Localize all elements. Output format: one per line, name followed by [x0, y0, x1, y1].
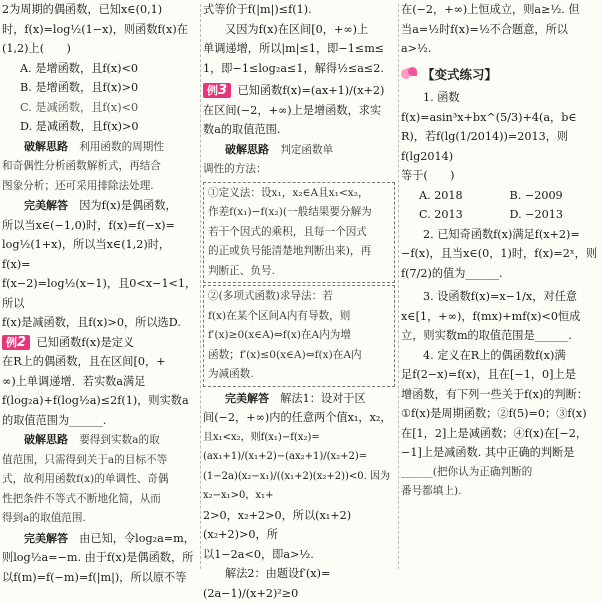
solution-text: (1−2a)(x₂−x₁)/((x₁+2)(x₂+2))<0. 因为x₂−x₁>0，x₁+: [203, 470, 391, 501]
approach-1: [2, 137, 198, 158]
question-2-line: −f(x)，且当x∈(0，1)时，f(x)=2ˣ，则: [401, 247, 598, 260]
example-3: [203, 81, 395, 101]
intro-line: 时，f(x)=log½(1−x)，则函数f(x)在: [2, 22, 188, 36]
column-divider: [200, 4, 201, 569]
approach-text: 值范围，只需得到关于a的目标不等: [2, 453, 168, 466]
derivative-method-box: ②(多项式函数)求导法：若 f(x)在某个区间A内有导数，则 f′(x)≥0(x∈A)⇔f(x)在A内为增 函数；f′(x)≤0(x∈A)⇔f(x)在A内 为减函数.: [203, 285, 395, 387]
solution-text: 由已知，令log₂a=m，: [79, 531, 195, 545]
approach-text: 利用函数的周期性: [79, 140, 164, 153]
intro-line: 2为周期的偶函数，已知x∈(0,1): [2, 3, 163, 16]
question-1-options: [401, 205, 600, 225]
option-b: B. −2009: [509, 188, 563, 202]
option-a: A. 2018: [419, 188, 463, 202]
option-c: C. 2013: [419, 208, 463, 221]
solution-text: 解法1：设对于区: [280, 391, 366, 405]
solution-1: [2, 196, 198, 216]
question-4: 4. 定义在R上的偶函数f(x)满: [423, 348, 566, 362]
solution-text: 在(−2，+∞)上恒成立，则a≥½. 但: [401, 3, 580, 16]
column-divider: [398, 4, 399, 569]
question-3: 3. 设函数f(x)=x−1/x，对任意: [423, 290, 577, 303]
question-4-line: 足f(2−x)=f(x)，且在[−1，0]上是: [401, 368, 576, 381]
column-2: [203, 0, 395, 600]
column-3: [401, 0, 600, 573]
example-2: [2, 333, 198, 353]
solution-text: f(x)是减函数，且f(x)>0，所以选D.: [2, 316, 181, 329]
butterfly-icon: [401, 67, 419, 81]
solution-text: 解法2：由题设f′(x)=(2a−1)/(x+2)²≥0: [203, 567, 331, 600]
solution-text: 间(−2，+∞)内的任意两个值x₁，x₂，: [203, 411, 392, 424]
solution-text: 单调递增，所以|m|≤1，即−1≤m≤: [203, 42, 385, 55]
solution-text: 且x₁<x₂，则f(x₁)−f(x₂)=(ax₁+1)/(x₁+2)−(ax₂+1)/(x₂+2)=: [203, 431, 368, 462]
solution-title: 完美解答: [225, 391, 269, 405]
example-text: ∞)上单调递增．若实数a满足: [2, 374, 146, 388]
approach-title: 破解思路: [225, 142, 269, 156]
option-a: A. 是增函数，且f(x)<0: [20, 61, 138, 75]
approach-2: [2, 430, 198, 451]
example-badge: 例2: [2, 335, 30, 350]
intro-line: (1,2)上( ): [2, 42, 71, 55]
approach-text: 性把条件不等式不断地化简，从而: [2, 492, 161, 505]
solution-text: 当a=½时f(x)=½不合题意，所以: [401, 22, 568, 36]
example-text: 在R上的偶函数，且在区间[0，+: [2, 355, 166, 368]
approach-text: 要得到实数a的取: [79, 434, 160, 446]
solution-title: 完美解答: [24, 199, 68, 212]
solution-text: log½(1+x)，所以当x∈(1,2)时，f(x)=: [2, 238, 171, 271]
question-4-line: 增函数，有下列一些关于f(x)的判断：: [401, 387, 588, 401]
example-text: 的取值范围为______.: [2, 413, 107, 427]
option-b: B. 是增函数，且f(x)>0: [20, 81, 139, 94]
option-c: C. 是减函数，且f(x)<0: [20, 100, 139, 114]
approach-text: 图象分析；还可采用排除法处理.: [2, 179, 154, 192]
approach-text: 和奇偶性分析函数解析式，再结合: [2, 160, 161, 172]
question-4-line: −1]上是减函数. 其中正确的判断是: [401, 446, 575, 459]
column-1: [2, 0, 198, 584]
question-4-line: ①f(x)是周期函数；②f(5)=0；③f(x): [401, 407, 587, 420]
example-text: f(log₂a)+f(log½a)≤2f(1)，则实数a: [2, 394, 189, 407]
question-1-options: [401, 186, 600, 206]
approach-title: 破解思路: [24, 139, 68, 153]
solution-text: 因为f(x)是偶函数，: [79, 199, 177, 212]
option-d: D. 是减函数，且f(x)>0: [20, 120, 139, 133]
question-3-line: 立，则实数m的取值范围是______.: [401, 329, 572, 342]
solution-text: 则log½a=−m. 由于f(x)是偶函数，所: [2, 551, 194, 564]
question-4-line: ______(把你认为正确判断的: [401, 465, 533, 478]
solution-text: 又因为f(x)在区间[0，+∞)上: [225, 22, 369, 36]
solution-text: 1，即−1≤log₂a≤1，解得½≤a≤2.: [203, 61, 384, 75]
solution-text: 2>0，x₂+2>0，所以(x₁+2)(x₂+2)>0，所: [203, 508, 352, 541]
solution-text: 以1−2a<0，即a>½.: [203, 547, 314, 561]
solution-text: 以f(m)=f(−m)=f(|m|)，所以原不等: [2, 570, 187, 584]
example-text: 已知函数f(x)=(ax+1)/(x+2): [237, 84, 385, 97]
approach-text: 判定函数单: [280, 143, 334, 156]
question-4-line: 在[1，2]上是减函数；④f(x)在[−2，: [401, 426, 588, 440]
option-d: D. −2013: [509, 208, 564, 221]
question-1-line: R)，若f(lg(1/2014))=2013，则f(lg2014): [401, 130, 569, 163]
solution-text: f(x−2)=log½(x−1)，且0<x−1<1，所以: [2, 277, 197, 310]
approach-text: 得到a的取值范围.: [2, 512, 86, 524]
example-text: 在区间(−2，+∞)上是增函数，求实: [203, 103, 382, 117]
approach-text: 调性的方法：: [203, 163, 267, 175]
solution-text: 式等价于f(|m|)≤f(1).: [203, 3, 312, 16]
definition-method-box: ①定义法：设x₁，x₂∈A且x₁<x₂， 作差f(x₁)−f(x₂)(一般结果要分解为 若干个因式的乘积，且每一个因式 的正或负号能清楚地判断出来)，再 判断正、负号.: [203, 182, 395, 284]
question-4-line: 番号都填上).: [401, 485, 462, 497]
solution-text: a>½.: [401, 42, 432, 55]
question-1: 1. 函数f(x)=asin³x+bx^(5/3)+4(a，b∈: [401, 91, 577, 124]
solution-2: [2, 529, 198, 549]
solution-text: 所以当x∈(−1,0)时，f(x)=f(−x)=: [2, 218, 175, 232]
example-text: 已知函数f(x)是定义: [36, 335, 135, 349]
question-3-line: x∈[1，+∞)，f(mx)+mf(x)<0恒成: [401, 309, 581, 323]
example-badge: 例3: [203, 83, 231, 98]
approach-text: 式，故利用函数f(x)的单调性、奇偶: [2, 473, 169, 485]
solution-title: 完美解答: [24, 531, 68, 545]
practice-section-title: 【变式练习】: [401, 65, 600, 85]
question-2-line: f(7/2)的值为______.: [401, 266, 503, 280]
approach-title: 破解思路: [24, 433, 68, 446]
question-1-line: 等于( ): [401, 169, 455, 182]
example-text: 数a的取值范围.: [203, 123, 281, 136]
question-2: 2. 已知奇函数f(x)满足f(x+2)=: [423, 227, 580, 241]
approach-3: [203, 140, 395, 161]
solution-3: [203, 389, 395, 409]
